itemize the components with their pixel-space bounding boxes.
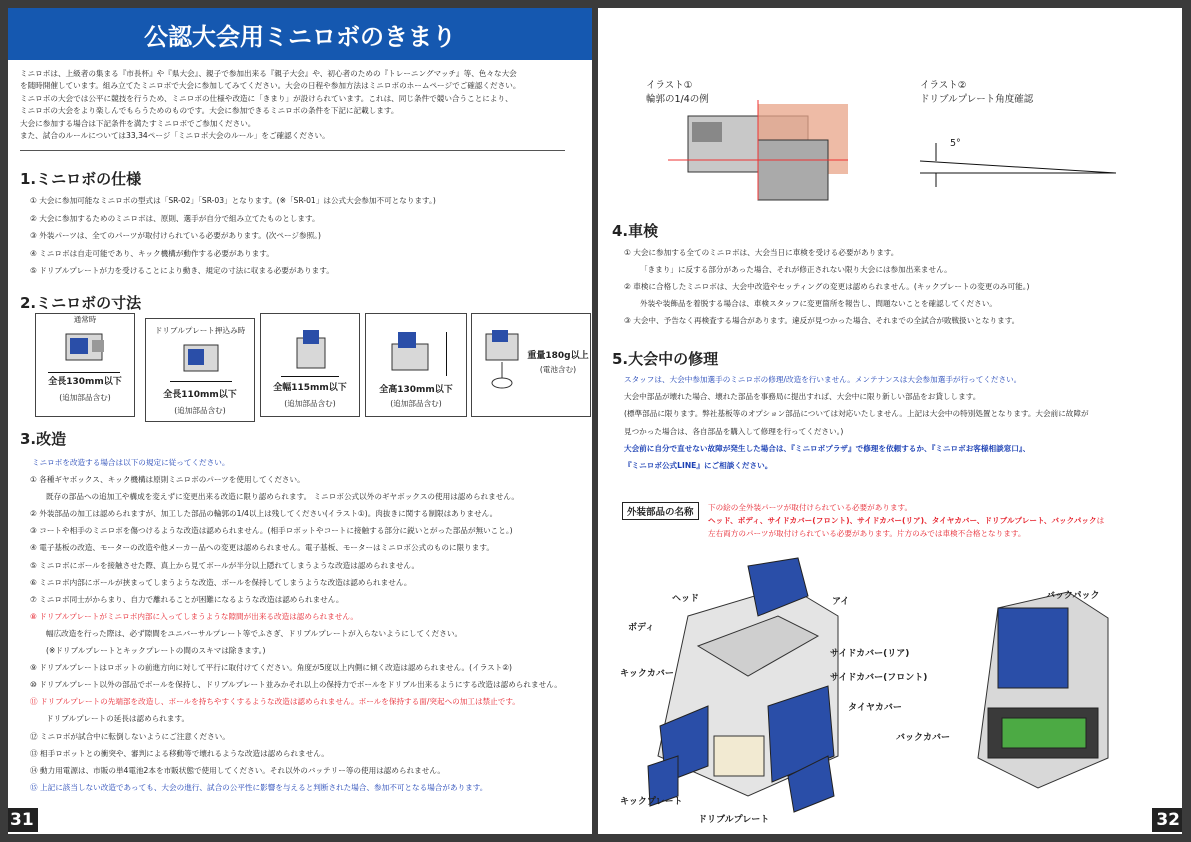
text-line: 大会前に自分で直せない故障が発生した場合は、『ミニロボプラザ』で修理を依頼するか、『ミニロボお客様相談窓口』、 xyxy=(624,443,1031,453)
text-line: ⑦ ミニロボ同士がからまり、自力で離れることが困難になるような改造は認められません。 xyxy=(30,594,344,604)
label-side-cover-front: サイドカバー(フロント) xyxy=(830,673,928,683)
text-line: ③ 大会中、予告なく再検査する場合があります。違反が見つかった場合、それまでの全試合が敗戦扱いとなります。 xyxy=(624,316,1020,325)
text-line: ④ 電子基板の改造、モーターの改造や他メーカー品への変更は認められません。電子基板、モーターはミニロボ公式のものに限ります。 xyxy=(30,543,494,553)
illustration-1-title: イラスト① xyxy=(646,80,693,91)
text-line: ③ コートや相手のミニロボを傷つけるような改造は認められません。(相手ロボットやコートに接触する部分に鋭いとがった部品が無いこと。) xyxy=(30,526,513,536)
text-line: ② 外装部品の加工は認められますが、加工した部品の輪郭の1/4以上は残してください(イラスト①)。肉抜きに関する制限はありません。 xyxy=(30,509,498,519)
text-line: ⑥ ミニロボ内部にボールが挟まってしまうような改造、ボールを保持してしまうような改造は認められません。 xyxy=(30,577,412,587)
parts-note-3: 左右両方のパーツが取付けられている必要があります。片方のみでは車検不合格となります。 xyxy=(708,529,1026,538)
illustration-2-subtitle: ドリブルプレート角度確認 xyxy=(920,94,1034,105)
label-tire-cover: タイヤカバー xyxy=(848,703,902,713)
dim-box-weight: 重量180g以上 (電池含む) xyxy=(471,313,591,417)
illustration-1-image xyxy=(668,100,858,210)
section-5-heading: 5.大会中の修理 xyxy=(612,350,719,368)
text-line: ミニロボの大会では公平に競技を行うため、ミニロボの仕様や改造に「きまり」が設けられています。これは、同じ条件で競い合うことにより、 xyxy=(20,93,513,103)
text-line: 『ミニロボ公式LINE』にご相談ください。 xyxy=(624,461,773,470)
illustration-1-subtitle: 輪郭の1/4の例 xyxy=(646,94,709,105)
illustration-2-title: イラスト② xyxy=(920,80,967,91)
robot-front-view-image xyxy=(291,328,331,374)
text-line: ① 各種ギヤボックス、キック機構は原則ミニロボのパーツを使用してください。 xyxy=(30,475,305,484)
label-backpack: バックパック xyxy=(1046,591,1100,601)
text-line: ⑩ ドリブルプレート以外の部品でボールを保持し、ドリブルプレート並みかそれ以上の保持力でボールをドリブル出来るようにする改造は認められません。 xyxy=(30,680,562,690)
text-line: ⑮ 上記に該当しない改造であっても、大会の進行、試合の公平性に影響を与えると判断された場合、参加不可となる場合があります。 xyxy=(30,782,488,792)
text-line: 大会中部品が壊れた場合、壊れた部品を事務局に提出すれば、大会中に限り新しい部品をお貸しします。 xyxy=(624,392,981,402)
angle-label: 5° xyxy=(950,138,961,149)
label-body: ボディ xyxy=(628,623,655,633)
text-line: ⑨ ドリブルプレートはロボットの前進方向に対して平行に取付けてください。角度が5度以上内側に傾く改造は認められません。(イラスト②) xyxy=(30,663,513,673)
label-eye: アイ xyxy=(832,597,850,607)
dim-box-pushed: ドリブルプレート押込み時 全長110mm以下 (追加部品含む) xyxy=(145,318,255,422)
text-line: (※ドリブルプレートとキックプレートの間のスキマは除きます。) xyxy=(46,646,266,655)
page-number: 32 xyxy=(1152,808,1182,832)
label-kick-plate: キックプレート xyxy=(620,797,683,807)
text-line: スタッフは、大会中参加選手のミニロボの修理/改造を行いません。メンテナンスは大会参加選手が行ってください。 xyxy=(624,375,1022,384)
robot-side-view-image xyxy=(388,328,436,376)
text-line: ⑫ ミニロボが試合中に転倒しないようにご注意ください。 xyxy=(30,731,230,741)
illustration-2-angle-diagram xyxy=(916,133,1126,193)
dimension-arrow xyxy=(48,372,120,373)
label-side-cover-rear: サイドカバー(リア) xyxy=(830,649,910,659)
robot-on-scale-image xyxy=(478,328,528,398)
robot-top-view-image xyxy=(60,328,110,368)
robot-top-view-image xyxy=(178,341,228,377)
page-number: 31 xyxy=(8,808,38,832)
text-line: 幅広改造を行った際は、必ず隙間をユニバーサルプレート等でふさぎ、ドリブルプレートが入らないようにしてください。 xyxy=(46,628,463,638)
text-line: 既存の部品への追加工や構成を変えずに変更出来る改造に限り認められます。 ミニロボ公式以外のギヤボックスの使用は認められません。 xyxy=(46,492,519,502)
section-1-heading: 1.ミニロボの仕様 xyxy=(20,170,142,188)
text-line: ⑬ 相手ロボットとの衝突や、審判による移動等で壊れるような改造は認められません。 xyxy=(30,748,329,758)
text-line: ① 大会に参加する全てのミニロボは、大会当日に車検を受ける必要があります。 xyxy=(624,248,899,257)
right-page xyxy=(598,8,1182,834)
text-line: ③ 外装パーツは、全てのパーツが取付けられている必要があります。(次ページ参照。) xyxy=(30,231,321,240)
text-line: 「きまり」に反する部分があった場合、それが修正されない限り大会には参加出来ません。 xyxy=(640,265,952,274)
dimension-arrow xyxy=(170,381,232,382)
parts-note-2: ヘッド、ボディ、サイドカバー(フロント)、サイドカバー(リア)、タイヤカバー、ドリブルプレート、バックパックは xyxy=(708,516,1105,525)
label-head: ヘッド xyxy=(672,594,700,604)
text-line: 大会に参加する場合は下記条件を満たすミニロボでご参加ください。 xyxy=(20,118,256,128)
text-line: 見つかった場合は、各自部品を購入して修理を行ってください。) xyxy=(624,426,844,436)
text-line: ① 大会に参加可能なミニロボの型式は「SR-02」「SR-03」となります。(※「SR-01」は公式大会参加不可となります。) xyxy=(30,196,436,205)
section-4-heading: 4.車検 xyxy=(612,222,659,240)
divider xyxy=(20,150,565,151)
left-page xyxy=(8,8,592,834)
text-line: ⑤ ドリブルプレートが力を受けることにより動き、規定の寸法に収まる必要があります。 xyxy=(30,266,334,275)
text-line: ② 大会に参加するためのミニロボは、原則、選手が自分で組み立てたものとします。 xyxy=(30,213,320,223)
text-line: ⑤ ミニロボにボールを接触させた際、真上から見てボールが半分以上隠れてしまうような改造は認められません。 xyxy=(30,560,420,570)
dim-box-height: 全高130mm以下 (追加部品含む) xyxy=(365,313,467,417)
robot-back-illustration xyxy=(958,588,1138,798)
section-3-heading: 3.改造 xyxy=(20,430,67,448)
section-3-lead: ミニロボを改造する場合は以下の規定に従ってください。 xyxy=(32,458,230,467)
text-line: ミニロボの大会をより楽しんでもらうためのものです。大会に参加できるミニロボの条件を下記に記載します。 xyxy=(20,106,399,116)
text-line: ⑭ 動力用電源は、市販の単4電池2本を市販状態で使用してください。それ以外のバッテリー等の使用は認められません。 xyxy=(30,765,445,775)
section-2-heading: 2.ミニロボの寸法 xyxy=(20,294,142,312)
dimension-arrow xyxy=(446,332,447,376)
text-line: また、試合のルールについては33,34ページ「ミニロボ大会のルール」をご確認ください。 xyxy=(20,131,330,140)
dim-box-width: 全幅115mm以下 (追加部品含む) xyxy=(260,313,360,417)
text-line: ⑪ ドリブルプレートの先端部を改造し、ボールを持ちやすくするような改造は認められません。ボールを保持する面/突起への加工は禁止です。 xyxy=(30,697,520,707)
text-line: を随時開催しています。組み立てたミニロボで大会に参加してみてください。大会の日程や参加方法はミニロボのホームページでご確認ください。 xyxy=(20,81,521,91)
dimension-arrow xyxy=(281,376,339,377)
text-line: 外装や装飾品を着脱する場合は、車検スタッフに変更箇所を報告し、問題ないことを確認してください。 xyxy=(640,299,997,308)
label-kick-cover: キックカバー xyxy=(620,669,674,679)
label-back-cover: バックカバー xyxy=(896,733,951,743)
page-title: 公認大会用ミニロボのきまり xyxy=(8,8,592,60)
text-line: (標準部品に限ります。弊社基板等のオプション部品については対応いたしません。上記は大会中の特別処置となります。大会前に故障が xyxy=(624,409,1089,419)
text-line: ② 車検に合格したミニロボは、大会中改造やセッティングの変更は認められません。(キックプレートの変更のみ可能。) xyxy=(624,282,1030,291)
text-line: ドリブルプレートの延長は認められます。 xyxy=(46,714,190,724)
dim-box-length: 通常時 全長130mm以下 (追加部品含む) xyxy=(35,313,135,417)
text-line: ⑧ ドリブルプレートがミニロボ内部に入ってしまうような隙間が出来る改造は認められません。 xyxy=(30,611,359,621)
parts-note-1: 下の絵の全外装パーツが取付けられている必要があります。 xyxy=(708,503,913,512)
parts-badge: 外装部品の名称 xyxy=(622,502,699,520)
text-line: ミニロボは、上級者の集まる『市長杯』や『県大会』、親子で参加出来る『親子大会』や、初心者のための『トレーニングマッチ』等、色々な大会 xyxy=(20,69,517,78)
text-line: ④ ミニロボは自走可能であり、キック機構が動作する必要があります。 xyxy=(30,248,274,258)
label-dribble-plate: ドリブルプレート xyxy=(698,815,770,825)
